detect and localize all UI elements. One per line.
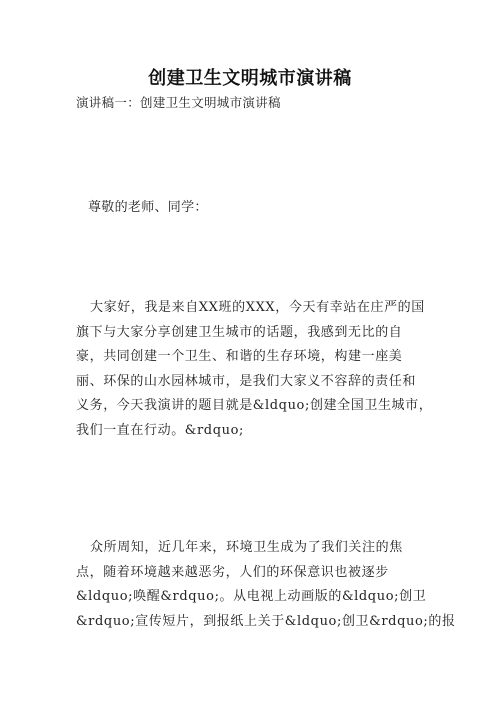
paragraph-line: 丽、环保的山水园林城市，是我们大家义不容辞的责任和 [76, 373, 417, 389]
paragraph-environment [76, 536, 456, 634]
greeting-line: 尊敬的老师、同学： [88, 200, 208, 215]
document-subtitle: 演讲稿一：创建卫生文明城市演讲稿 [76, 95, 281, 110]
document-title: 创建卫生文明城市演讲稿 [148, 68, 352, 89]
paragraph-line: &rdquo;宣传短片，到报纸上关于&ldquo;创卫&rdquo;的报 [76, 613, 456, 629]
paragraph-line: 义务，今天我演讲的题目就是&ldquo;创建全国卫生城市， [76, 398, 433, 413]
paragraph-line: 豪，共同创建一个卫生、和谐的生存环境，构建一座美 [76, 349, 403, 364]
paragraph-line: 众所周知，近几年来，环境卫生成为了我们关注的焦 [90, 540, 403, 555]
paragraph-line: 旗下与大家分享创建卫生城市的话题，我感到无比的自 [76, 324, 403, 340]
paragraph-line: 大家好，我是来自XX班的XXX，今天有幸站在庄严的国 [90, 300, 425, 315]
paragraph-line: 点，随着环境越来越恶劣，人们的环保意识也被逐步 [76, 564, 389, 580]
paragraph-line: 我们一直在行动。&rdquo; [76, 422, 245, 438]
paragraph-intro [76, 296, 432, 443]
paragraph-line: &ldquo;唤醒&rdquo;。从电视上动画版的&ldquo;创卫 [76, 589, 427, 604]
